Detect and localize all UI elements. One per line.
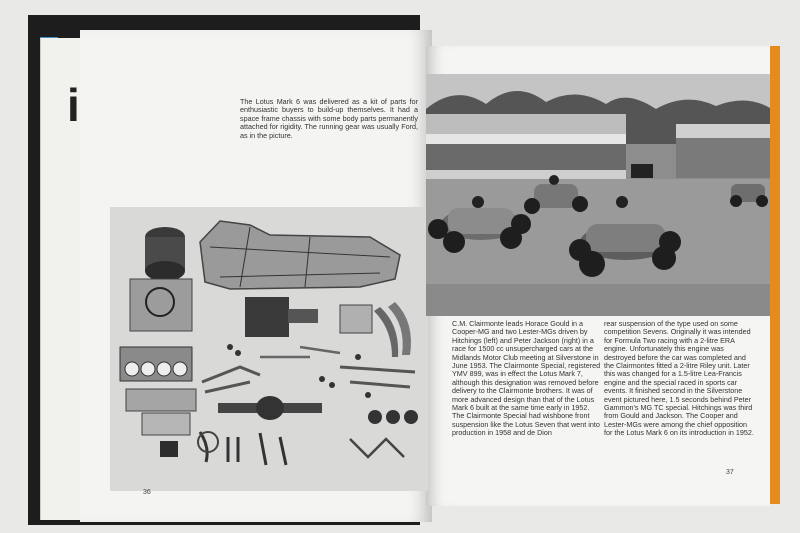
left-page-caption: The Lotus Mark 6 was delivered as a kit of parts for enthusiastic buyers to build-up themselves. It had a space frame chassis with some body parts permanently attached for rigidity. The running gear was usually Ford, as in the picture. <box>240 97 418 140</box>
right-page-caption-column-1: C.M. Clairmonte leads Horace Gould in a Cooper-MG and two Lester-MGs driven by Hitchings (left) and Peter Jackson (right) in a race for 1500 cc unsupercharged cars at the Midlands Motor Club meeting at Silverstone in June 1953. The Clairmonte Special, registered YMV 899, was in effect the Lotus Mark 7, although this designation was removed before delivery to the Clairmonte brothers. It was of more advanced design than that of the Lotus Mark 6 built at the same time early in 1952. The Clairmonte Special had wishbone front suspension like the Lotus Seven that went into production in 1958 and de Dion <box>452 319 601 438</box>
underlying-page-glyph: i <box>67 79 80 131</box>
silverstone-race-photo <box>426 74 770 316</box>
kit-parts-photo <box>110 207 428 491</box>
left-page-number: 36 <box>143 489 151 496</box>
right-page-caption-column-2: rear suspension of the type used on some competition Sevens. Originally it was intended for Formula Two racing with a 2-litre ERA engine. Unfortunately this engine was destroyed before the car was completed and the Clairmontes fitted a 2-litre Riley unit. Later this was changed for a 1.5-litre Lea-Francis engine and the special raced in sports car events. It finished second in the Silverstone event pictured here, 1.5 seconds behind Peter Gammon's MG TC special. Hitchings was third from Gould and Jackson. The Cooper and Lester-MGs were among the chief opposition for the Lotus Mark 6 on its introduction in 1952. <box>604 319 754 438</box>
right-page-number: 37 <box>726 469 734 476</box>
